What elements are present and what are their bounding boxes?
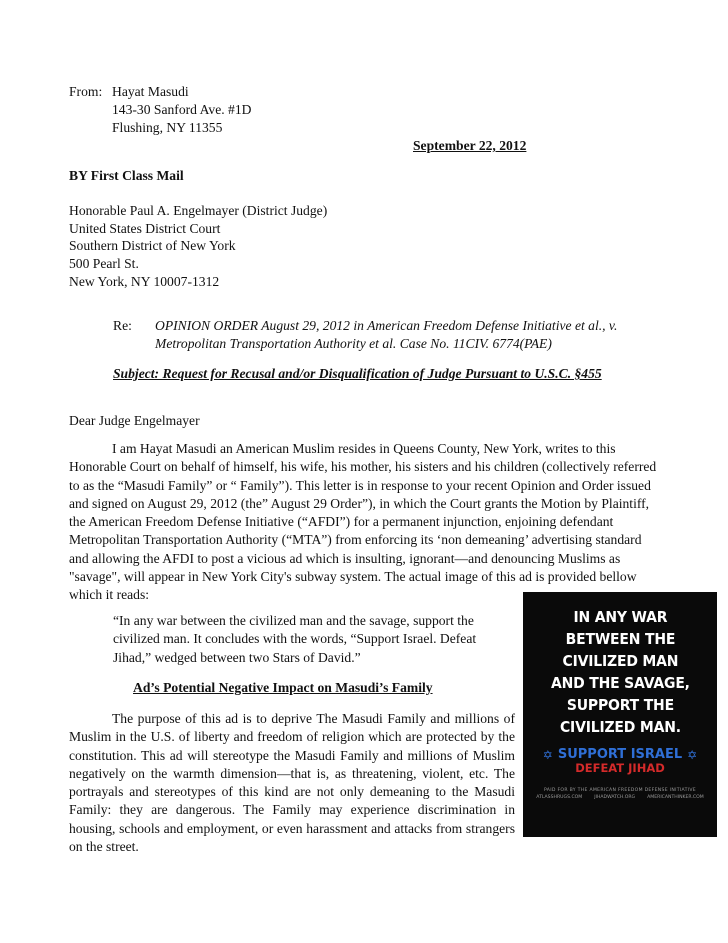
subject-line: Subject: Request for Recusal and/or Disqualification of Judge Pursuant to U.S.C. §455: [113, 366, 602, 381]
ad-defeat-text: DEFEAT JIHAD: [575, 761, 665, 775]
ad-headline: IN ANY WAR BETWEEN THE CIVILIZED MAN AND THE SAVAGE, SUPPORT THE CIVILIZED MAN.: [550, 608, 690, 736]
re-line2: Metropolitan Transportation Authority et al. Case No. 11CIV. 6774(PAE): [155, 336, 552, 351]
star-of-david-icon: ✡: [542, 748, 553, 762]
body-paragraph-1: I am Hayat Masudi an American Muslim resides in Queens County, New York, writes to this Honorable Court on behalf of himself, his wife, his mother, his sisters and his children (collectively referred to as the “Masudi Family” or “ Family”). This letter is in response to your recent Opinion and Order issued and signed on August 29, 2012 (the” August 29 Order”), in which the Court grants the Motion by Plaintiff, the American Freedom Defense Initiative (“AFDI”) for a permanent injunction, enjoining defendant Metropolitan Transportation Authority (“MTA”) from enforcing its ‘non demeaning’ advertising standard and allowing the AFDI to post a vicious ad which is insulting, ignorant—and denouncing Muslims as "savage", will appear in New York City's subway system. The actual image of this ad is provided bellow which it reads:: [69, 441, 657, 603]
ad-urls: [536, 794, 703, 801]
section-heading: Ad’s Potential Negative Impact on Masudi’s Family: [133, 680, 433, 695]
re-line1: OPINION ORDER August 29, 2012 in American Freedom Defense Initiative et al., v.: [155, 318, 618, 333]
letter-date: September 22, 2012: [413, 138, 527, 153]
ad-support-line: [543, 748, 697, 762]
recipient-line2: United States District Court: [69, 221, 221, 236]
ad-fine-print: PAID FOR BY THE AMERICAN FREEDOM DEFENSE INITIATIVE: [544, 788, 696, 793]
ad-quote: “In any war between the civilized man and the savage, support the civilized man. It concludes with the words, “Support Israel. Defeat Jihad,” wedged between two Stars of David.”: [113, 613, 477, 665]
recipient-line5: New York, NY 10007-1312: [69, 274, 220, 289]
mail-method: BY First Class Mail: [69, 168, 184, 183]
from-label: From:: [69, 84, 103, 99]
subway-ad-image: [523, 592, 717, 837]
ad-url-3: AMERICANTHINKER.COM: [647, 795, 704, 800]
recipient-line1: Honorable Paul A. Engelmayer (District Judge): [69, 203, 328, 218]
ad-url-2: JIHADWATCH.ORG: [594, 795, 636, 800]
salutation: Dear Judge Engelmayer: [69, 413, 200, 428]
sender-name: Hayat Masudi: [112, 84, 189, 99]
ad-url-1: ATLASSHRUGS.COM: [536, 795, 583, 800]
star-of-david-icon: ✡: [687, 748, 698, 762]
body-paragraph-2: The purpose of this ad is to deprive The Masudi Family and millions of Muslim in the U.S. of liberty and freedom of religion which are protected by the constitution. This ad will stereotype the Masudi Family and millions of Muslim negatively on the warmth dimension—that is, as threatening, violent, etc. The portrayals and stereotypes of this kind are not only demeaning to the Masudi Family: they are dangerous. The Family may experience discrimination in housing, schools and employment, or even harassment and attacks from strangers on the street.: [69, 711, 515, 855]
recipient-line3: Southern District of New York: [69, 238, 236, 253]
recipient-line4: 500 Pearl St.: [69, 256, 139, 271]
re-label: Re:: [113, 318, 132, 333]
sender-address-line1: 143-30 Sanford Ave. #1D: [112, 102, 252, 117]
sender-address-line2: Flushing, NY 11355: [112, 120, 223, 135]
ad-support-text: SUPPORT ISRAEL: [557, 747, 683, 762]
